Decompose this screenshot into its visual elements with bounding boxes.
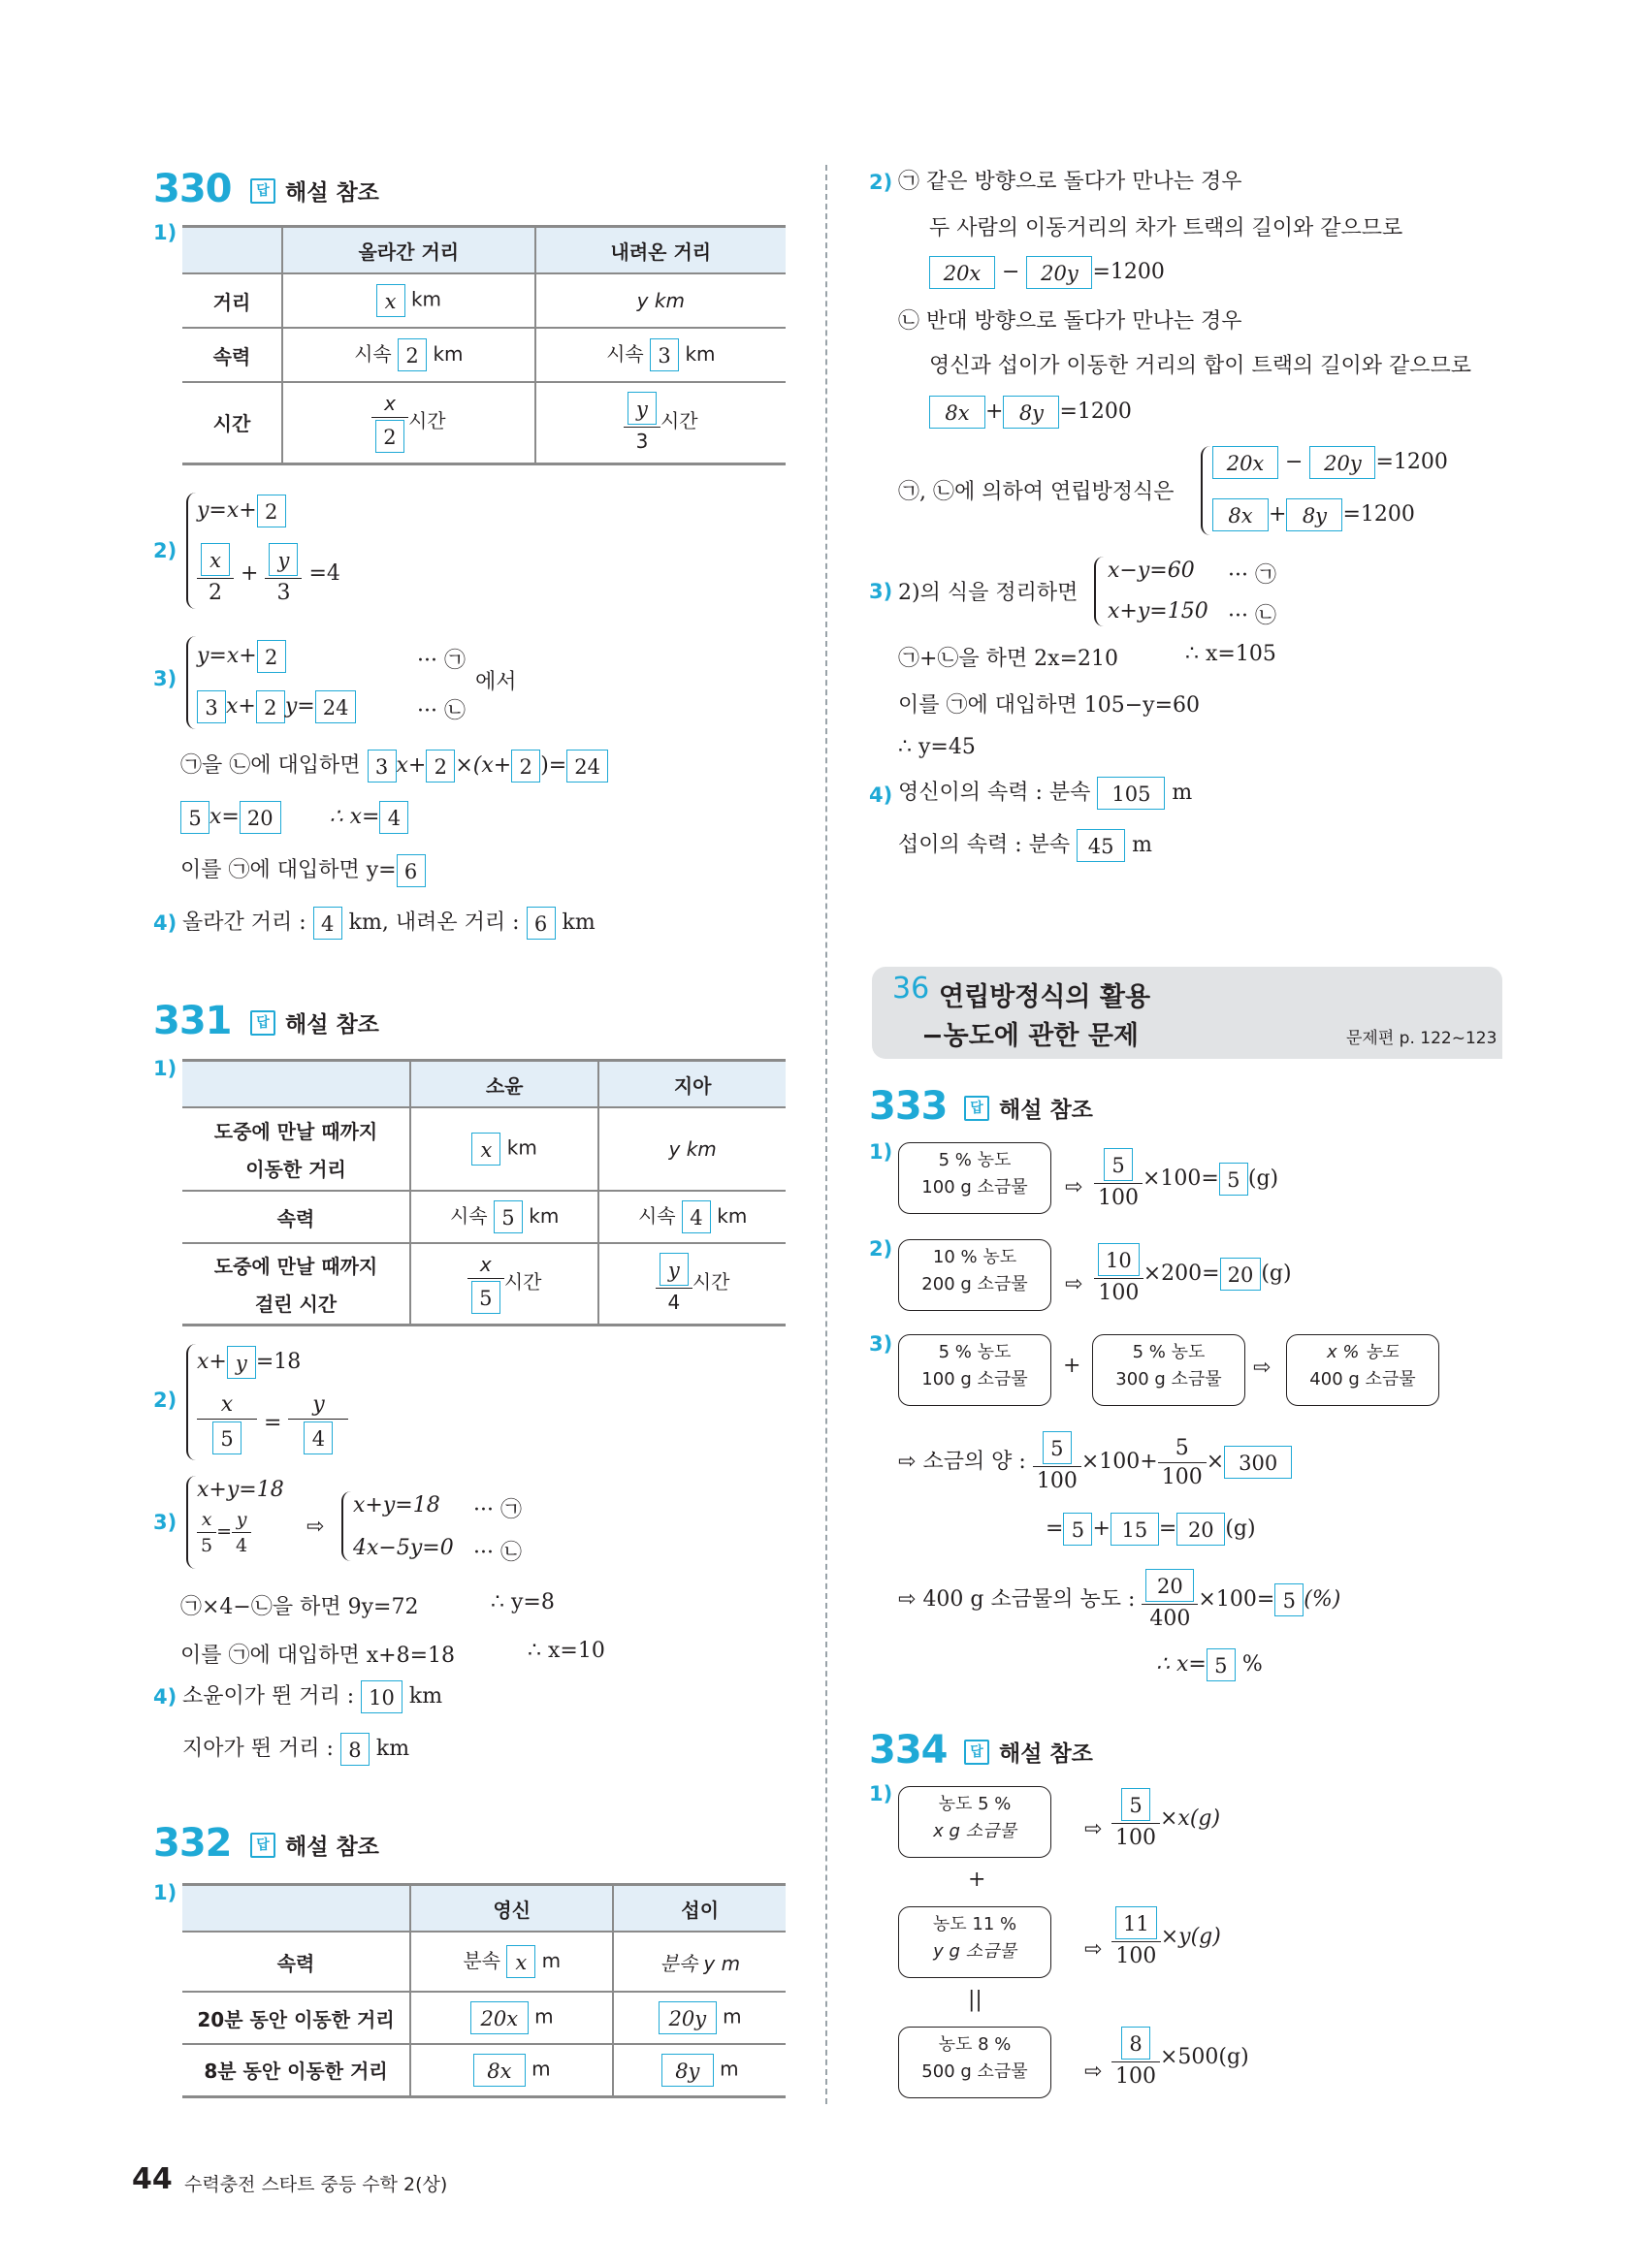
section-title: 연립방정식의 활용 (939, 982, 1151, 1012)
table-cell: 20x m (410, 1992, 613, 2044)
equals-sign: || (968, 1988, 982, 2012)
equation: $\frac{x}{5}$ = $\frac{y}{4}$ (197, 1509, 251, 1556)
problem-number-332: 332 (153, 1821, 232, 1866)
equation: x+y=18 (353, 1493, 440, 1517)
arrow-icon: ⇨ (1084, 1817, 1103, 1841)
salt-water-pill: 농도 8 % 500 g 소금물 (898, 2027, 1051, 2098)
equation: x−y=60 (1108, 559, 1195, 583)
salt-water-pill: 5 % 농도 100 g 소금물 (898, 1334, 1051, 1406)
page-number: 44 (132, 2162, 173, 2196)
table-cell: 시속 2 km (282, 328, 535, 382)
problem-number-333: 333 (869, 1084, 948, 1129)
arrow-icon: ⇨ (1084, 2060, 1103, 2084)
equation-marker: ··· ㉡ (417, 699, 466, 723)
table-cell: 시속 5 km (410, 1191, 598, 1243)
system-intro: ㉠, ㉡에 의하여 연립방정식은 (898, 480, 1175, 504)
section-ref: 문제편 p. 122~123 (1346, 1029, 1497, 1048)
sub-1-330: 1) (153, 221, 177, 244)
salt-water-pill: x % 농도 400 g 소금물 (1286, 1334, 1439, 1406)
sub-2-332: 2) (869, 171, 893, 194)
table-cell: $\frac{y}{4}$ 시간 (598, 1243, 786, 1325)
equation-result: ∴ y=8 (491, 1590, 555, 1614)
case-description: 두 사람의 이동거리의 차가 트랙의 길이와 같으므로 (929, 216, 1403, 240)
equation: 20x − 20y =1200 (1212, 446, 1448, 479)
row-label: 속력 (182, 1932, 410, 1992)
table-header: 소윤 (410, 1061, 598, 1108)
sub-1-331: 1) (153, 1057, 177, 1080)
brace (1094, 557, 1104, 626)
problem-number-330: 330 (153, 167, 232, 211)
equation-result: ∴ x=105 (1185, 642, 1276, 666)
arrow-icon: ⇨ (1253, 1356, 1272, 1380)
equation: y=x+ 2 (197, 495, 286, 527)
sub-2-333: 2) (869, 1237, 893, 1261)
sub-4-330: 4) (153, 911, 177, 935)
table-header: 내려온 거리 (535, 227, 786, 274)
table-cell: 분속 x m (410, 1932, 613, 1992)
table-cell: x km (282, 273, 535, 328)
equation-line: ∴ y=45 (898, 735, 976, 759)
sub-3-330: 3) (153, 667, 177, 690)
equation-line: ㉠을 ㉡에 대입하면 3 x+ 2 ×(x+ 2 )= 24 (180, 749, 608, 783)
row-label: 20분 동안 이동한 거리 (182, 1992, 410, 2044)
arrow-icon: ⇨ (1065, 1272, 1083, 1296)
answer-line: 섭이의 속력 : 분속 45 m (898, 828, 1152, 862)
equation: x+ y =18 (197, 1346, 301, 1379)
table-cell: 시속 3 km (535, 328, 786, 382)
row-label: 속력 (182, 328, 282, 382)
equation-marker: ··· ㉠ (473, 1498, 522, 1522)
brace (186, 636, 196, 729)
equation: $\frac{11}{100}$ ×y(g) (1111, 1906, 1221, 1968)
equation: 20x − 20y =1200 (929, 256, 1165, 289)
table-cell: 8x m (410, 2044, 613, 2096)
table-header-blank (182, 1885, 410, 1933)
equation: y=x+ 2 (197, 640, 286, 673)
answer-ref-332: 해설 참조 (285, 1835, 379, 1860)
table-header: 지아 (598, 1061, 786, 1108)
table-330 (182, 225, 786, 465)
equation-line: 5 x= 20 ∴ x= 4 (180, 801, 408, 834)
brace (186, 1476, 196, 1569)
answer-ref-333: 해설 참조 (999, 1098, 1093, 1123)
table-header: 섭이 (613, 1885, 786, 1933)
answer-badge: 답 (250, 1010, 275, 1036)
answer-line: 올라간 거리 : 4 km, 내려온 거리 : 6 km (182, 906, 596, 940)
equation: = 5 + 15 = 20 (g) (1046, 1513, 1256, 1546)
table-cell: 시속 4 km (598, 1191, 786, 1243)
equation: x+y=18 (197, 1478, 284, 1502)
arrow-icon: ⇨ (1084, 1937, 1103, 1962)
answer-badge: 답 (250, 1833, 275, 1858)
equation: ⇨ 소금의 양 : $\frac{5}{100}$ ×100+ $\frac{5}{100}$ × 300 (898, 1431, 1292, 1493)
table-cell: 8y m (613, 2044, 786, 2096)
salt-water-pill: 5 % 농도 300 g 소금물 (1092, 1334, 1245, 1406)
answer-badge: 답 (964, 1740, 989, 1765)
table-cell: 20y m (613, 1992, 786, 2044)
equation-line: 이를 ㉠에 대입하면 y= 6 (180, 853, 426, 887)
equation-line: 이를 ㉠에 대입하면 105−y=60 (898, 693, 1201, 718)
equation: $\frac{8}{100}$ ×500(g) (1111, 2027, 1249, 2089)
answer-ref-330: 해설 참조 (285, 180, 379, 206)
equation-line: ㉠×4−㉡을 하면 9y=72 (180, 1595, 419, 1619)
brace (186, 1344, 196, 1460)
row-label: 속력 (182, 1191, 410, 1243)
equation: $\frac{x}{2}$ + $\frac{y}{3}$ =4 (197, 543, 340, 605)
equation: $\frac{5}{100}$ ×x(g) (1111, 1788, 1220, 1850)
row-label: 도중에 만날 때까지 걸린 시간 (182, 1243, 410, 1325)
section-number: 36 (892, 972, 930, 1006)
sub-3-332: 3) (869, 580, 893, 603)
table-cell: x km (410, 1107, 598, 1191)
case-heading: ㉠ 같은 방향으로 돌다가 만나는 경우 (898, 170, 1242, 194)
sub-2-331: 2) (153, 1389, 177, 1412)
answer-badge: 답 (964, 1096, 989, 1121)
equation-line: ㉠+㉡을 하면 2x=210 (898, 647, 1119, 671)
equation-marker: ··· ㉡ (473, 1541, 522, 1565)
plus-sign: + (968, 1868, 986, 1892)
salt-water-pill: 5 % 농도 100 g 소금물 (898, 1142, 1051, 1214)
salt-water-pill: 농도 5 % x g 소금물 (898, 1786, 1051, 1858)
brace (1201, 446, 1210, 535)
table-header: 올라간 거리 (282, 227, 535, 274)
row-label: 거리 (182, 273, 282, 328)
equation-marker: ··· ㉡ (1228, 604, 1276, 628)
table-header-blank (182, 227, 282, 274)
equation: ⇨ 400 g 소금물의 농도 : $\frac{20}{400}$ ×100= 5 (%) (898, 1569, 1340, 1631)
sub-3-331: 3) (153, 1511, 177, 1534)
table-cell: $\frac{x}{5}$ 시간 (410, 1243, 598, 1325)
equation: $\frac{x}{5}$ = $\frac{y}{4}$ (197, 1392, 348, 1454)
row-label: 8분 동안 이동한 거리 (182, 2044, 410, 2096)
sub-3-333: 3) (869, 1332, 893, 1356)
equation-result: ∴ x=10 (528, 1639, 605, 1663)
case-heading: ㉡ 반대 방향으로 돌다가 만나는 경우 (898, 309, 1242, 334)
table-332 (182, 1883, 786, 2098)
sub-4-331: 4) (153, 1685, 177, 1709)
table-cell: y km (535, 273, 786, 328)
problem-number-331: 331 (153, 999, 232, 1043)
equation: $\frac{5}{100}$ ×100= 5 (g) (1094, 1148, 1278, 1210)
answer-badge: 답 (250, 178, 275, 204)
equation-marker: ··· ㉠ (1228, 563, 1276, 588)
answer-ref-331: 해설 참조 (285, 1012, 379, 1038)
table-cell: $\frac{x}{2}$ 시간 (282, 382, 535, 463)
sub-1-333: 1) (869, 1140, 893, 1164)
book-title: 수력충전 스타트 중등 수학 2(상) (184, 2174, 448, 2195)
table-cell: $\frac{y}{3}$ 시간 (535, 382, 786, 463)
plus-sign: + (1063, 1354, 1081, 1378)
answer-line: 영신이의 속력 : 분속 105 m (898, 776, 1192, 810)
equation-text: 에서 (475, 670, 517, 694)
row-label: 시간 (182, 382, 282, 463)
equation: 8x + 8y =1200 (929, 396, 1132, 429)
brace (186, 493, 196, 609)
arrow-icon: ⇨ (306, 1515, 325, 1539)
sub-1-332: 1) (153, 1881, 177, 1904)
table-cell: 분속 y m (613, 1932, 786, 1992)
table-cell: y km (598, 1107, 786, 1191)
final-answer: ∴ x= 5 % (1156, 1648, 1263, 1681)
salt-water-pill: 10 % 농도 200 g 소금물 (898, 1239, 1051, 1311)
arrow-icon: ⇨ (1065, 1175, 1083, 1199)
sub-1-334: 1) (869, 1782, 893, 1805)
answer-ref-334: 해설 참조 (999, 1741, 1093, 1767)
problem-number-334: 334 (869, 1728, 948, 1773)
answer-line: 소윤이가 뛴 거리 : 10 km (182, 1679, 442, 1713)
sub-2-330: 2) (153, 539, 177, 562)
equation-line: 이를 ㉠에 대입하면 x+8=18 (180, 1644, 456, 1668)
brace (341, 1491, 351, 1561)
equation-marker: ··· ㉠ (417, 649, 466, 673)
table-header-blank (182, 1061, 410, 1108)
step-text: 2)의 식을 정리하면 (898, 581, 1079, 605)
row-label: 도중에 만날 때까지 이동한 거리 (182, 1107, 410, 1191)
column-divider (825, 165, 827, 2104)
equation: x+y=150 (1108, 599, 1208, 623)
case-description: 영신과 섭이가 이동한 거리의 합이 트랙의 길이와 같으므로 (929, 354, 1472, 378)
salt-water-pill: 농도 11 % y g 소금물 (898, 1906, 1051, 1978)
equation: 8x + 8y =1200 (1212, 498, 1415, 531)
sub-4-332: 4) (869, 783, 893, 807)
section-subtitle: −농도에 관한 문제 (921, 1021, 1139, 1051)
equation: 3 x+ 2 y= 24 (197, 690, 356, 723)
equation: 4x−5y=0 (353, 1536, 454, 1560)
answer-line: 지아가 뛴 거리 : 8 km (182, 1732, 409, 1766)
table-header: 영신 (410, 1885, 613, 1933)
equation: $\frac{10}{100}$ ×200= 20 (g) (1094, 1243, 1292, 1305)
table-331 (182, 1059, 786, 1326)
